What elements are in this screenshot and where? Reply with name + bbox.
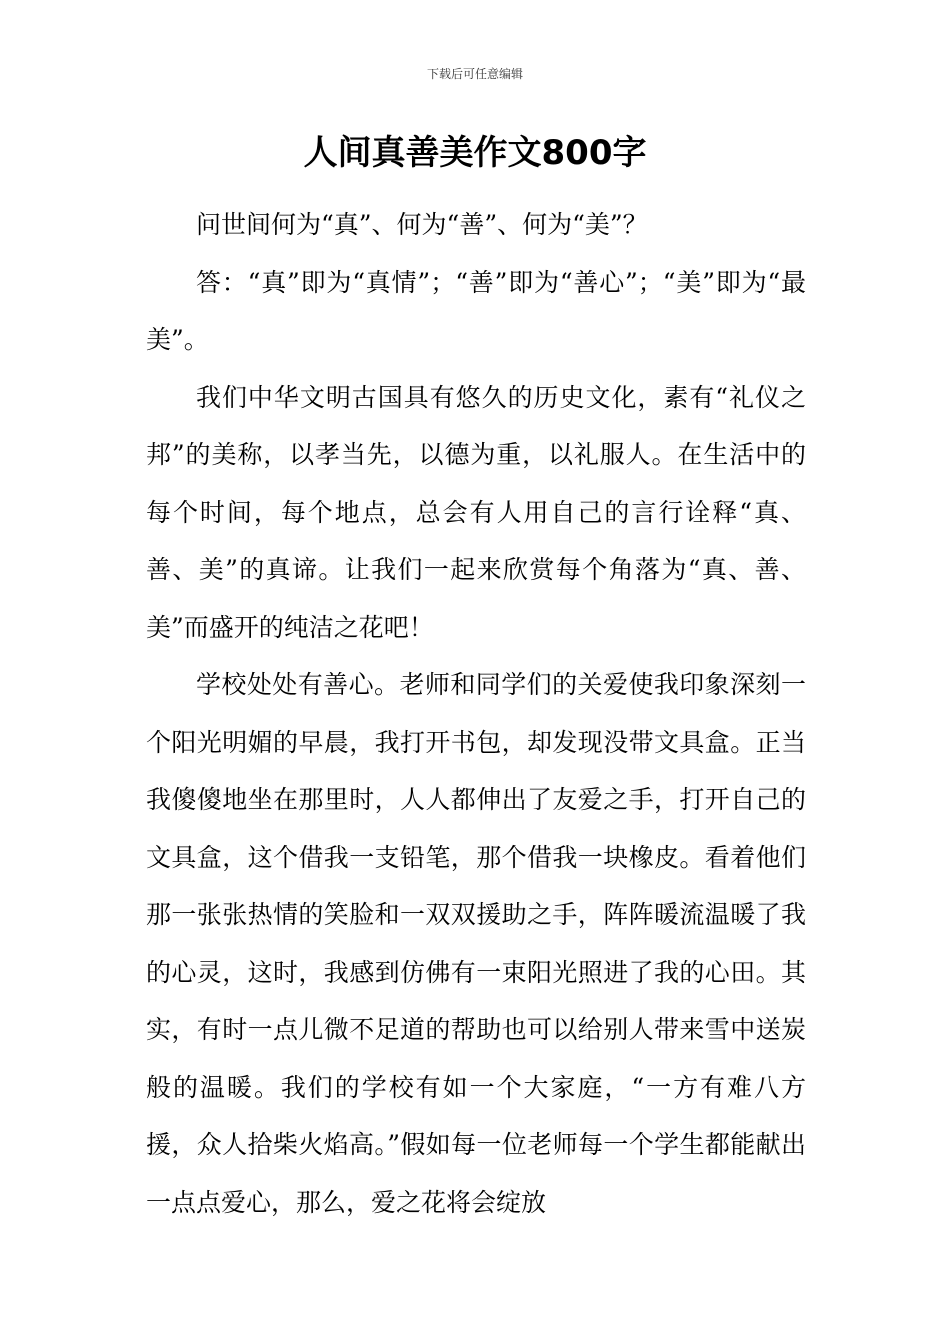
- document-title: 人间真善美作文800字: [303, 133, 647, 173]
- paragraph: 学校处处有善心。老师和同学们的关爱使我印象深刻一个阳光明媚的早晨，我打开书包，却发现没带文具盒。正当我傻傻地坐在那里时，人人都伸出了友爱之手，打开自己的文具盒，这个借我一支铅笔，那个借我一块橡皮。看着他们那一张张热情的笑脸和一双双援助之手，阵阵暖流温暖了我的心灵，这时，我感到仿佛有一束阳光照进了我的心田。其实，有时一点儿微不足道的帮助也可以给别人带来雪中送炭般的温暖。我们的学校有如一个大家庭，“一方有难八方援，众人拾柴火焰高。”假如每一位老师每一个学生都能献出一点点爱心，那么，爱之花将会绽放: [146, 670, 806, 1217]
- paragraph: 答：“真”即为“真情”；“善”即为“善心”；“美”即为“最美”。: [146, 267, 806, 354]
- header-note: 下载后可任意编辑: [426, 67, 523, 81]
- paragraph: 问世间何为“真”、何为“善”、何为“美”？: [196, 210, 648, 239]
- paragraph: 我们中华文明古国具有悠久的历史文化，素有“礼仪之邦”的美称，以孝当先，以德为重，以礼服人。在生活中的每个时间，每个地点，总会有人用自己的言行诠释“真、善、美”的真谛。让我们一起来欣赏每个角落为“真、善、美”而盛开的纯洁之花吧！: [146, 382, 806, 642]
- document-body: [146, 196, 806, 1231]
